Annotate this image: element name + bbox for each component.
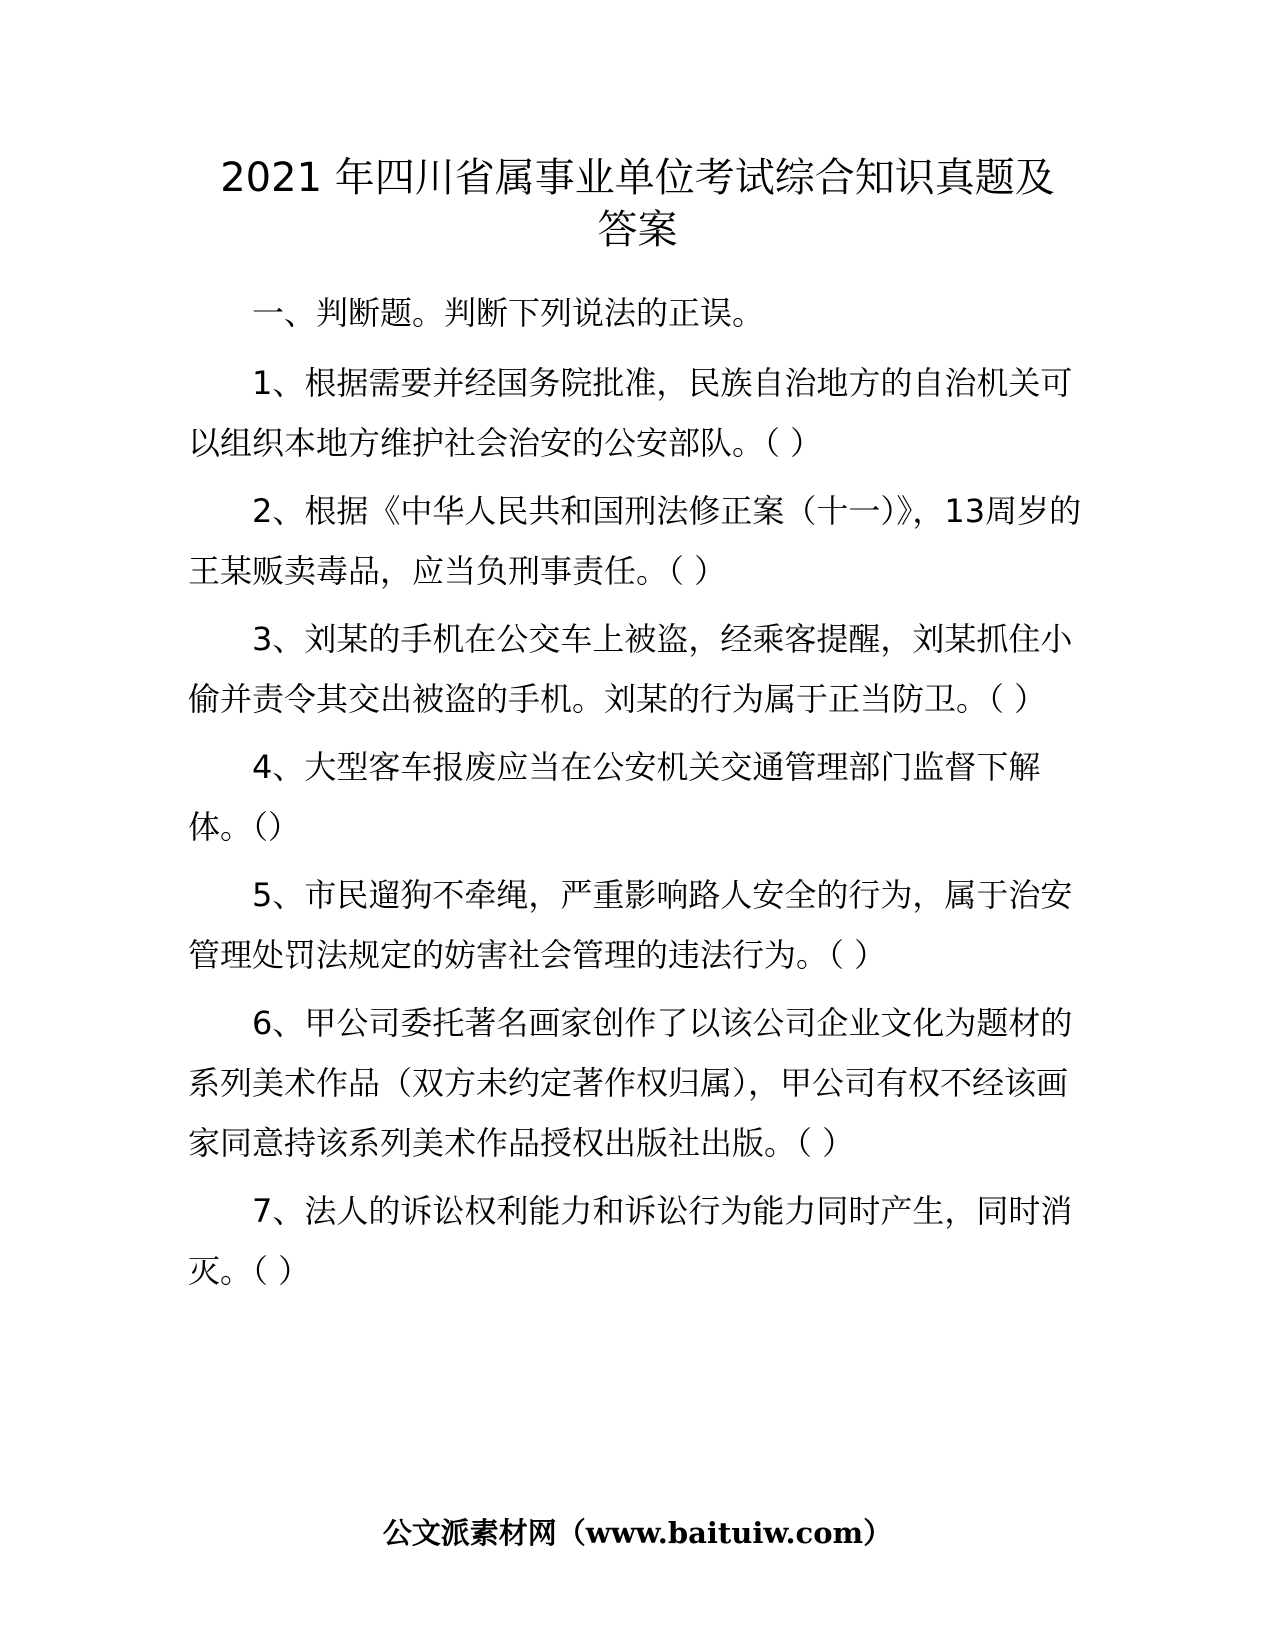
section-heading: 一、判断题。判断下列说法的正误。 xyxy=(252,294,765,332)
question-7: 7、法人的诉讼权利能力和诉讼行为能力同时产生，同时消灭。（ ） xyxy=(188,1192,1073,1290)
document-body xyxy=(188,283,1098,1309)
document-title xyxy=(180,152,1095,256)
footer-source: 公文派素材网（www.baituiw.com） xyxy=(382,1516,893,1550)
question-2: 2、根据《中华人民共和国刑法修正案（十一）》，13周岁的王某贩卖毒品，应当负刑事责任。（ ） xyxy=(188,492,1082,590)
question-1: 1、根据需要并经国务院批准，民族自治地方的自治机关可以组织本地方维护社会治安的公安部队。（ ） xyxy=(188,364,1073,462)
question-4: 4、大型客车报废应当在公安机关交通管理部门监督下解体。（） xyxy=(188,748,1041,846)
question-5: 5、市民遛狗不牵绳，严重影响路人安全的行为，属于治安管理处罚法规定的妨害社会管理的违法行为。（ ） xyxy=(188,876,1073,974)
title-line-2: 答案 xyxy=(597,207,678,253)
title-line-1: 2021 年四川省属事业单位考试综合知识真题及 xyxy=(220,155,1055,201)
question-3: 3、刘某的手机在公交车上被盗，经乘客提醒，刘某抓住小偷并责令其交出被盗的手机。刘某的行为属于正当防卫。（ ） xyxy=(188,620,1073,718)
question-6: 6、甲公司委托著名画家创作了以该公司企业文化为题材的系列美术作品（双方未约定著作权归属），甲公司有权不经该画家同意持该系列美术作品授权出版社出版。（ ） xyxy=(188,1004,1073,1162)
